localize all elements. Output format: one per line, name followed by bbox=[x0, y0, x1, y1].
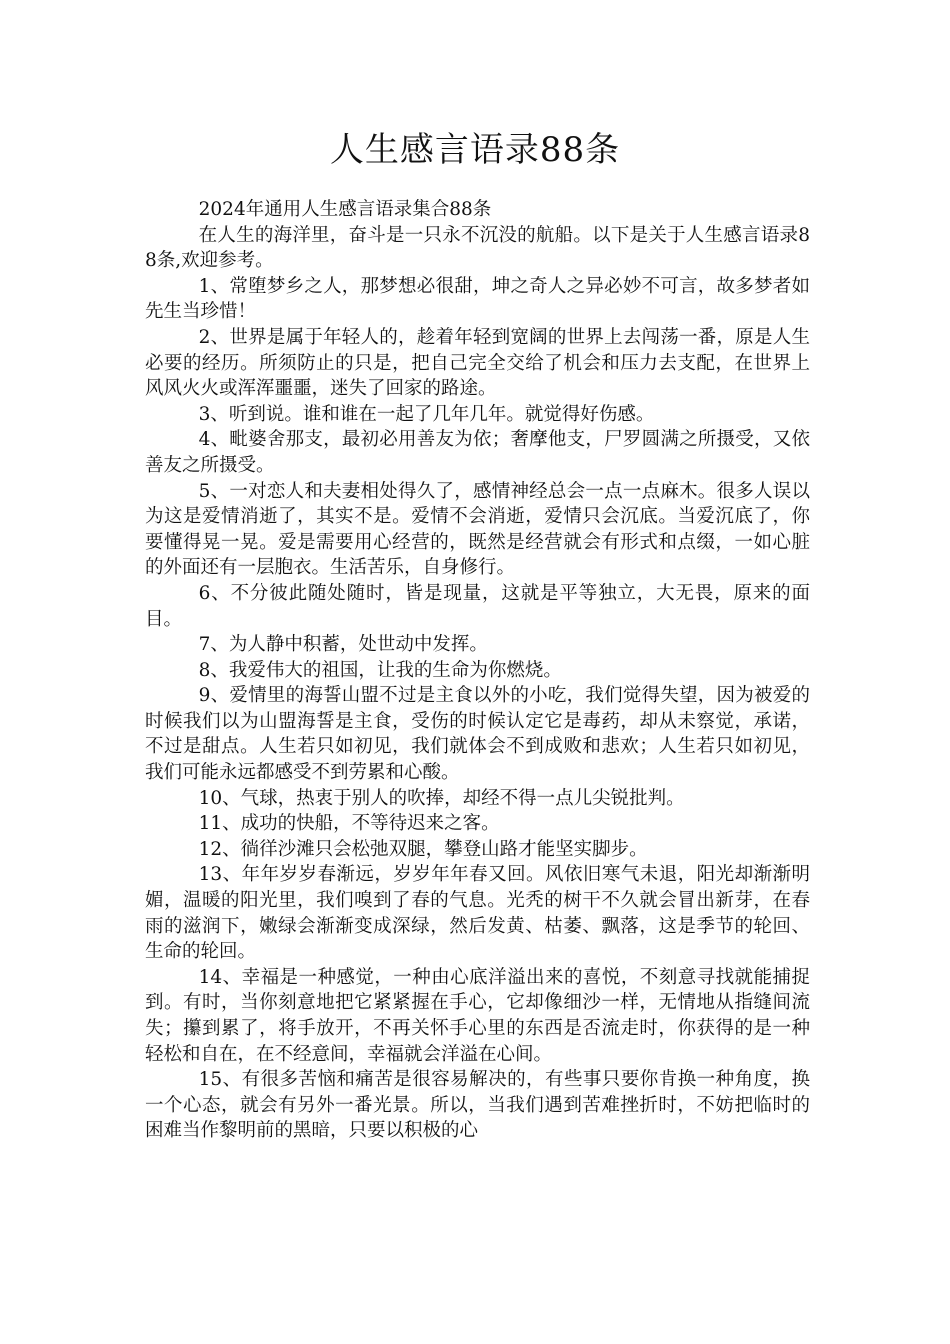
quote-paragraph-4: 4、毗婆舍那支，最初必用善友为依；奢摩他支，尸罗圆满之所摄受，又依善友之所摄受。 bbox=[145, 429, 810, 476]
intro-paragraph: 在人生的海洋里，奋斗是一只永不沉没的航船。以下是关于人生感言语录88条,欢迎参考。 bbox=[145, 224, 810, 272]
quote-paragraph-6: 6、不分彼此随处随时，皆是现量，这就是平等独立，大无畏，原来的面目。 bbox=[145, 582, 810, 630]
quote-paragraph-1: 1、常堕梦乡之人，那梦想必很甜，坤之奇人之异必妙不可言，故多梦者如先生当珍惜！ bbox=[145, 275, 810, 323]
quote-paragraph-7: 7、为人静中积蓄，处世动中发挥。 bbox=[198, 634, 488, 656]
quote-paragraph-8: 8、我爱伟大的祖国，让我的生命为你燃烧。 bbox=[198, 659, 562, 681]
quote-paragraph-13: 13、年年岁岁春渐远，岁岁年年春又回。风依旧寒气未退，阳光却渐渐明媚，温暖的阳光里，我们嗅到了春的气息。光秃的树干不久就会冒出新芽，在春雨的滋润下，嫩绿会渐渐变成深绿，然后发黄、枯萎、飘落，这是季节的轮回、生命的轮回。 bbox=[145, 864, 810, 963]
quote-paragraph-2: 2、世界是属于年轻人的，趁着年轻到宽阔的世界上去闯荡一番，原是人生必要的经历。所须防止的只是，把自己完全交给了机会和压力去支配，在世界上风风火火或浑浑噩噩，迷失了回家的路途。 bbox=[145, 326, 810, 400]
quote-paragraph-11: 11、成功的快船，不等待迟来之客。 bbox=[198, 813, 500, 835]
subtitle-paragraph: 2024年通用人生感言语录集合88条 bbox=[198, 199, 492, 220]
quote-paragraph-14: 14、幸福是一种感觉，一种由心底洋溢出来的喜悦，不刻意寻找就能捕捉到。有时，当你刻意地把它紧紧握在手心，它却像细沙一样，无情地从指缝间流失；攥到累了，将手放开，不再关怀手心里的东西是否流走时，你获得的是一种轻松和自在，在不经意间，幸福就会洋溢在心间。 bbox=[145, 966, 810, 1065]
quote-paragraph-12: 12、徜徉沙滩只会松弛双腿，攀登山路才能坚实脚步。 bbox=[198, 838, 648, 860]
document-body bbox=[145, 197, 810, 1144]
quote-paragraph-15: 15、有很多苦恼和痛苦是很容易解决的，有些事只要你肯换一种角度，换一个心态，就会有另外一番光景。所以，当我们遇到苦难挫折时，不妨把临时的困难当作黎明前的黑暗，只要以积极的心 bbox=[145, 1069, 810, 1142]
quote-paragraph-9: 9、爱情里的海誓山盟不过是主食以外的小吃，我们觉得失望，因为被爱的时候我们以为山盟海誓是主食，受伤的时候认定它是毒药，却从未察觉，承诺，不过是甜点。人生若只如初见，我们就体会不到成败和悲欢；人生若只如初见，我们可能永远都感受不到劳累和心酸。 bbox=[145, 685, 810, 784]
page-title: 人生感言语录88条 bbox=[329, 130, 621, 170]
quote-paragraph-3: 3、听到说。谁和谁在一起了几年几年。就觉得好伤感。 bbox=[198, 403, 655, 425]
quote-paragraph-10: 10、气球，热衷于别人的吹捧，却经不得一点儿尖锐批判。 bbox=[198, 787, 685, 809]
quote-paragraph-5: 5、一对恋人和夫妻相处得久了，感情神经总会一点一点麻木。很多人误以为这是爱情消逝了，其实不是。爱情不会消逝，爱情只会沉底。当爱沉底了，你要懂得晃一晃。爱是需要用心经营的，既然是经营就会有形式和点缀，一如心脏的外面还有一层胞衣。生活苦乐，自身修行。 bbox=[145, 480, 810, 579]
